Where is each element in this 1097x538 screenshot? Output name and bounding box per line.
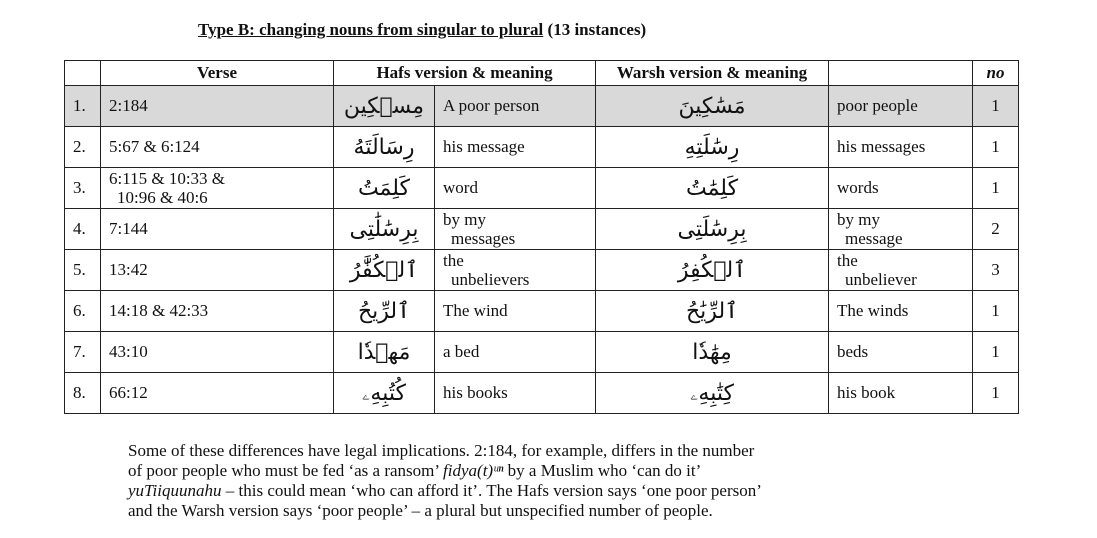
cell-text: poor people (837, 96, 918, 115)
cell-text: words (837, 178, 879, 197)
verse-cell (101, 127, 334, 168)
cell-text: A poor person (443, 96, 540, 115)
cell-text: 13:42 (109, 260, 148, 279)
row-number: 3. (65, 168, 101, 209)
paragraph-line-3 (128, 481, 1028, 501)
hafs-meaning (435, 250, 596, 291)
title-suffix: (13 instances) (543, 20, 647, 39)
cell-text: 5:67 & 6:124 (109, 137, 200, 156)
verse-cell (101, 332, 334, 373)
cell-text: The wind (443, 301, 508, 320)
table-row (65, 86, 1019, 127)
cell-text: 7:144 (109, 219, 148, 238)
verse-cell (101, 373, 334, 414)
warsh-arabic: بِرِسَٰلَتِى (596, 209, 829, 250)
term-yutiiquunahu: yuTiiquunahu (128, 481, 222, 500)
paragraph-text: by a Muslim who ‘can do it’ (503, 461, 702, 480)
row-number: 1. (65, 86, 101, 127)
cell-text-line: 10:96 & 40:6 (117, 188, 208, 207)
warsh-arabic: ٱلرِّيَٰحُ (596, 291, 829, 332)
row-number: 7. (65, 332, 101, 373)
row-number: 4. (65, 209, 101, 250)
paragraph-line-4: and the Warsh version says ‘poor people’ – a plural but unspecified number of people. (128, 501, 713, 520)
table-row (65, 373, 1019, 414)
cell-text: a bed (443, 342, 480, 361)
cell-text-line: by my (443, 210, 486, 229)
row-number: 5. (65, 250, 101, 291)
table-row (65, 168, 1019, 209)
verse-cell (101, 291, 334, 332)
hafs-meaning (435, 332, 596, 373)
comparison-table (64, 60, 1019, 414)
row-number: 2. (65, 127, 101, 168)
warsh-arabic: كَلِمَٰتُ (596, 168, 829, 209)
warsh-arabic: مِهَٰدٗا (596, 332, 829, 373)
verse-cell (101, 86, 334, 127)
verse-cell (101, 209, 334, 250)
table-row (65, 209, 1019, 250)
header-warsh: Warsh version & meaning (596, 61, 829, 86)
warsh-meaning (829, 86, 973, 127)
cell-text-line: by my (837, 210, 880, 229)
instance-count: 1 (973, 291, 1019, 332)
cell-text: 2:184 (109, 96, 148, 115)
verse-cell (101, 168, 334, 209)
hafs-arabic: كُتُبِهِۦ (334, 373, 435, 414)
hafs-meaning (435, 86, 596, 127)
hafs-arabic: بِرِسَٰلَٰتِى (334, 209, 435, 250)
instance-count: 1 (973, 127, 1019, 168)
warsh-arabic: ٱلۡكُفِرُ (596, 250, 829, 291)
instance-count: 1 (973, 373, 1019, 414)
row-number: 6. (65, 291, 101, 332)
warsh-meaning (829, 127, 973, 168)
warsh-meaning (829, 250, 973, 291)
cell-text: his books (443, 383, 508, 402)
term-fidya: fidya(t)ᵘⁿ (443, 461, 504, 480)
cell-text-line: message (845, 229, 903, 248)
title-main: Type B: changing nouns from singular to plural (198, 20, 544, 39)
header-blank (829, 61, 973, 86)
cell-text: beds (837, 342, 869, 361)
hafs-meaning (435, 373, 596, 414)
warsh-arabic: رِسَٰلَتِهِ (596, 127, 829, 168)
table-row (65, 332, 1019, 373)
cell-text: 43:10 (109, 342, 148, 361)
cell-text: his message (443, 137, 525, 156)
hafs-arabic: مِسۡكِين (334, 86, 435, 127)
hafs-arabic: مَهۡدٗا (334, 332, 435, 373)
hafs-meaning (435, 127, 596, 168)
hafs-meaning (435, 291, 596, 332)
cell-text-line: the (443, 251, 464, 270)
cell-text-line: messages (451, 229, 516, 248)
instance-count: 1 (973, 86, 1019, 127)
cell-text-line: 6:115 & 10:33 & (109, 169, 226, 188)
warsh-meaning (829, 168, 973, 209)
warsh-meaning (829, 209, 973, 250)
cell-text: 66:12 (109, 383, 148, 402)
paragraph-line-2 (128, 461, 1028, 481)
warsh-arabic: مَسَٰكِينَ (596, 86, 829, 127)
warsh-arabic: كِتَٰبِهِۦ (596, 373, 829, 414)
hafs-meaning (435, 209, 596, 250)
header-index (65, 61, 101, 86)
cell-text: 14:18 & 42:33 (109, 301, 209, 320)
explanatory-paragraph (128, 441, 1028, 521)
cell-text: his messages (837, 137, 926, 156)
paragraph-text: of poor people who must be fed ‘as a ransom’ (128, 461, 444, 480)
cell-text-line: unbelievers (451, 270, 530, 289)
warsh-meaning (829, 332, 973, 373)
cell-text-line: the (837, 251, 858, 270)
hafs-arabic: رِسَالَتَهُ (334, 127, 435, 168)
paragraph-text: – this could mean ‘who can afford it’. The Hafs version says ‘one poor person’ (221, 481, 762, 500)
header-no: no (973, 61, 1019, 86)
warsh-meaning (829, 373, 973, 414)
warsh-meaning (829, 291, 973, 332)
cell-text: his book (837, 383, 896, 402)
table-row (65, 250, 1019, 291)
header-hafs: Hafs version & meaning (334, 61, 596, 86)
table-header-row (65, 61, 1019, 86)
row-number: 8. (65, 373, 101, 414)
paragraph-line-1: Some of these differences have legal implications. 2:184, for example, differs in the number (128, 441, 755, 460)
header-verse: Verse (101, 61, 334, 86)
table-row (65, 291, 1019, 332)
table-row (65, 127, 1019, 168)
instance-count: 3 (973, 250, 1019, 291)
instance-count: 1 (973, 332, 1019, 373)
hafs-arabic: ٱلۡكُفَّٰرُ (334, 250, 435, 291)
instance-count: 2 (973, 209, 1019, 250)
cell-text: The winds (837, 301, 909, 320)
hafs-arabic: كَلِمَتُ (334, 168, 435, 209)
hafs-arabic: ٱلرِّيحُ (334, 291, 435, 332)
table-body (65, 86, 1019, 414)
instance-count: 1 (973, 168, 1019, 209)
cell-text-line: unbeliever (845, 270, 917, 289)
verse-cell (101, 250, 334, 291)
hafs-meaning (435, 168, 596, 209)
cell-text: word (443, 178, 478, 197)
page-title (198, 20, 646, 40)
